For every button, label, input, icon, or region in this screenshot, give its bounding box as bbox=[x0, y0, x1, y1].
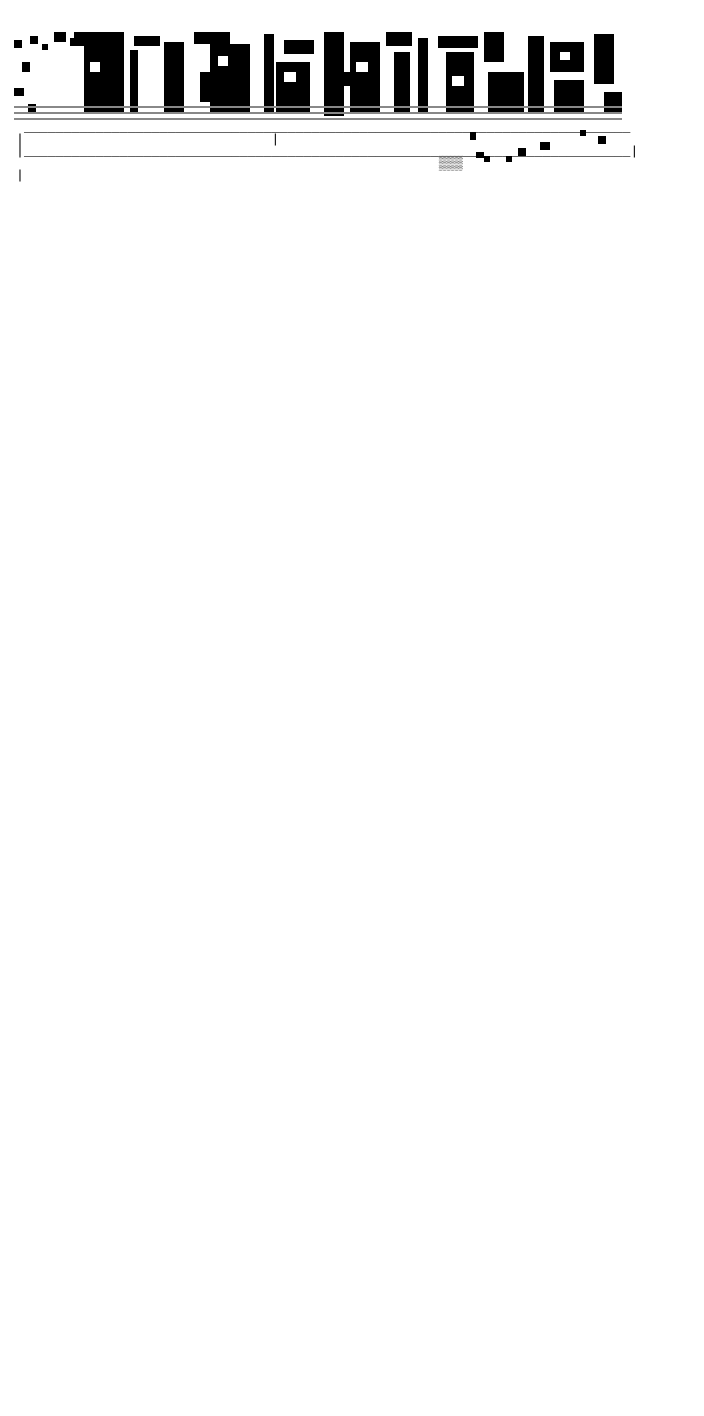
nfo-document: ____________________________________________________________________________ | | |____________________________________________________________________________| ▒▒▒ | bbox=[15, 120, 639, 183]
